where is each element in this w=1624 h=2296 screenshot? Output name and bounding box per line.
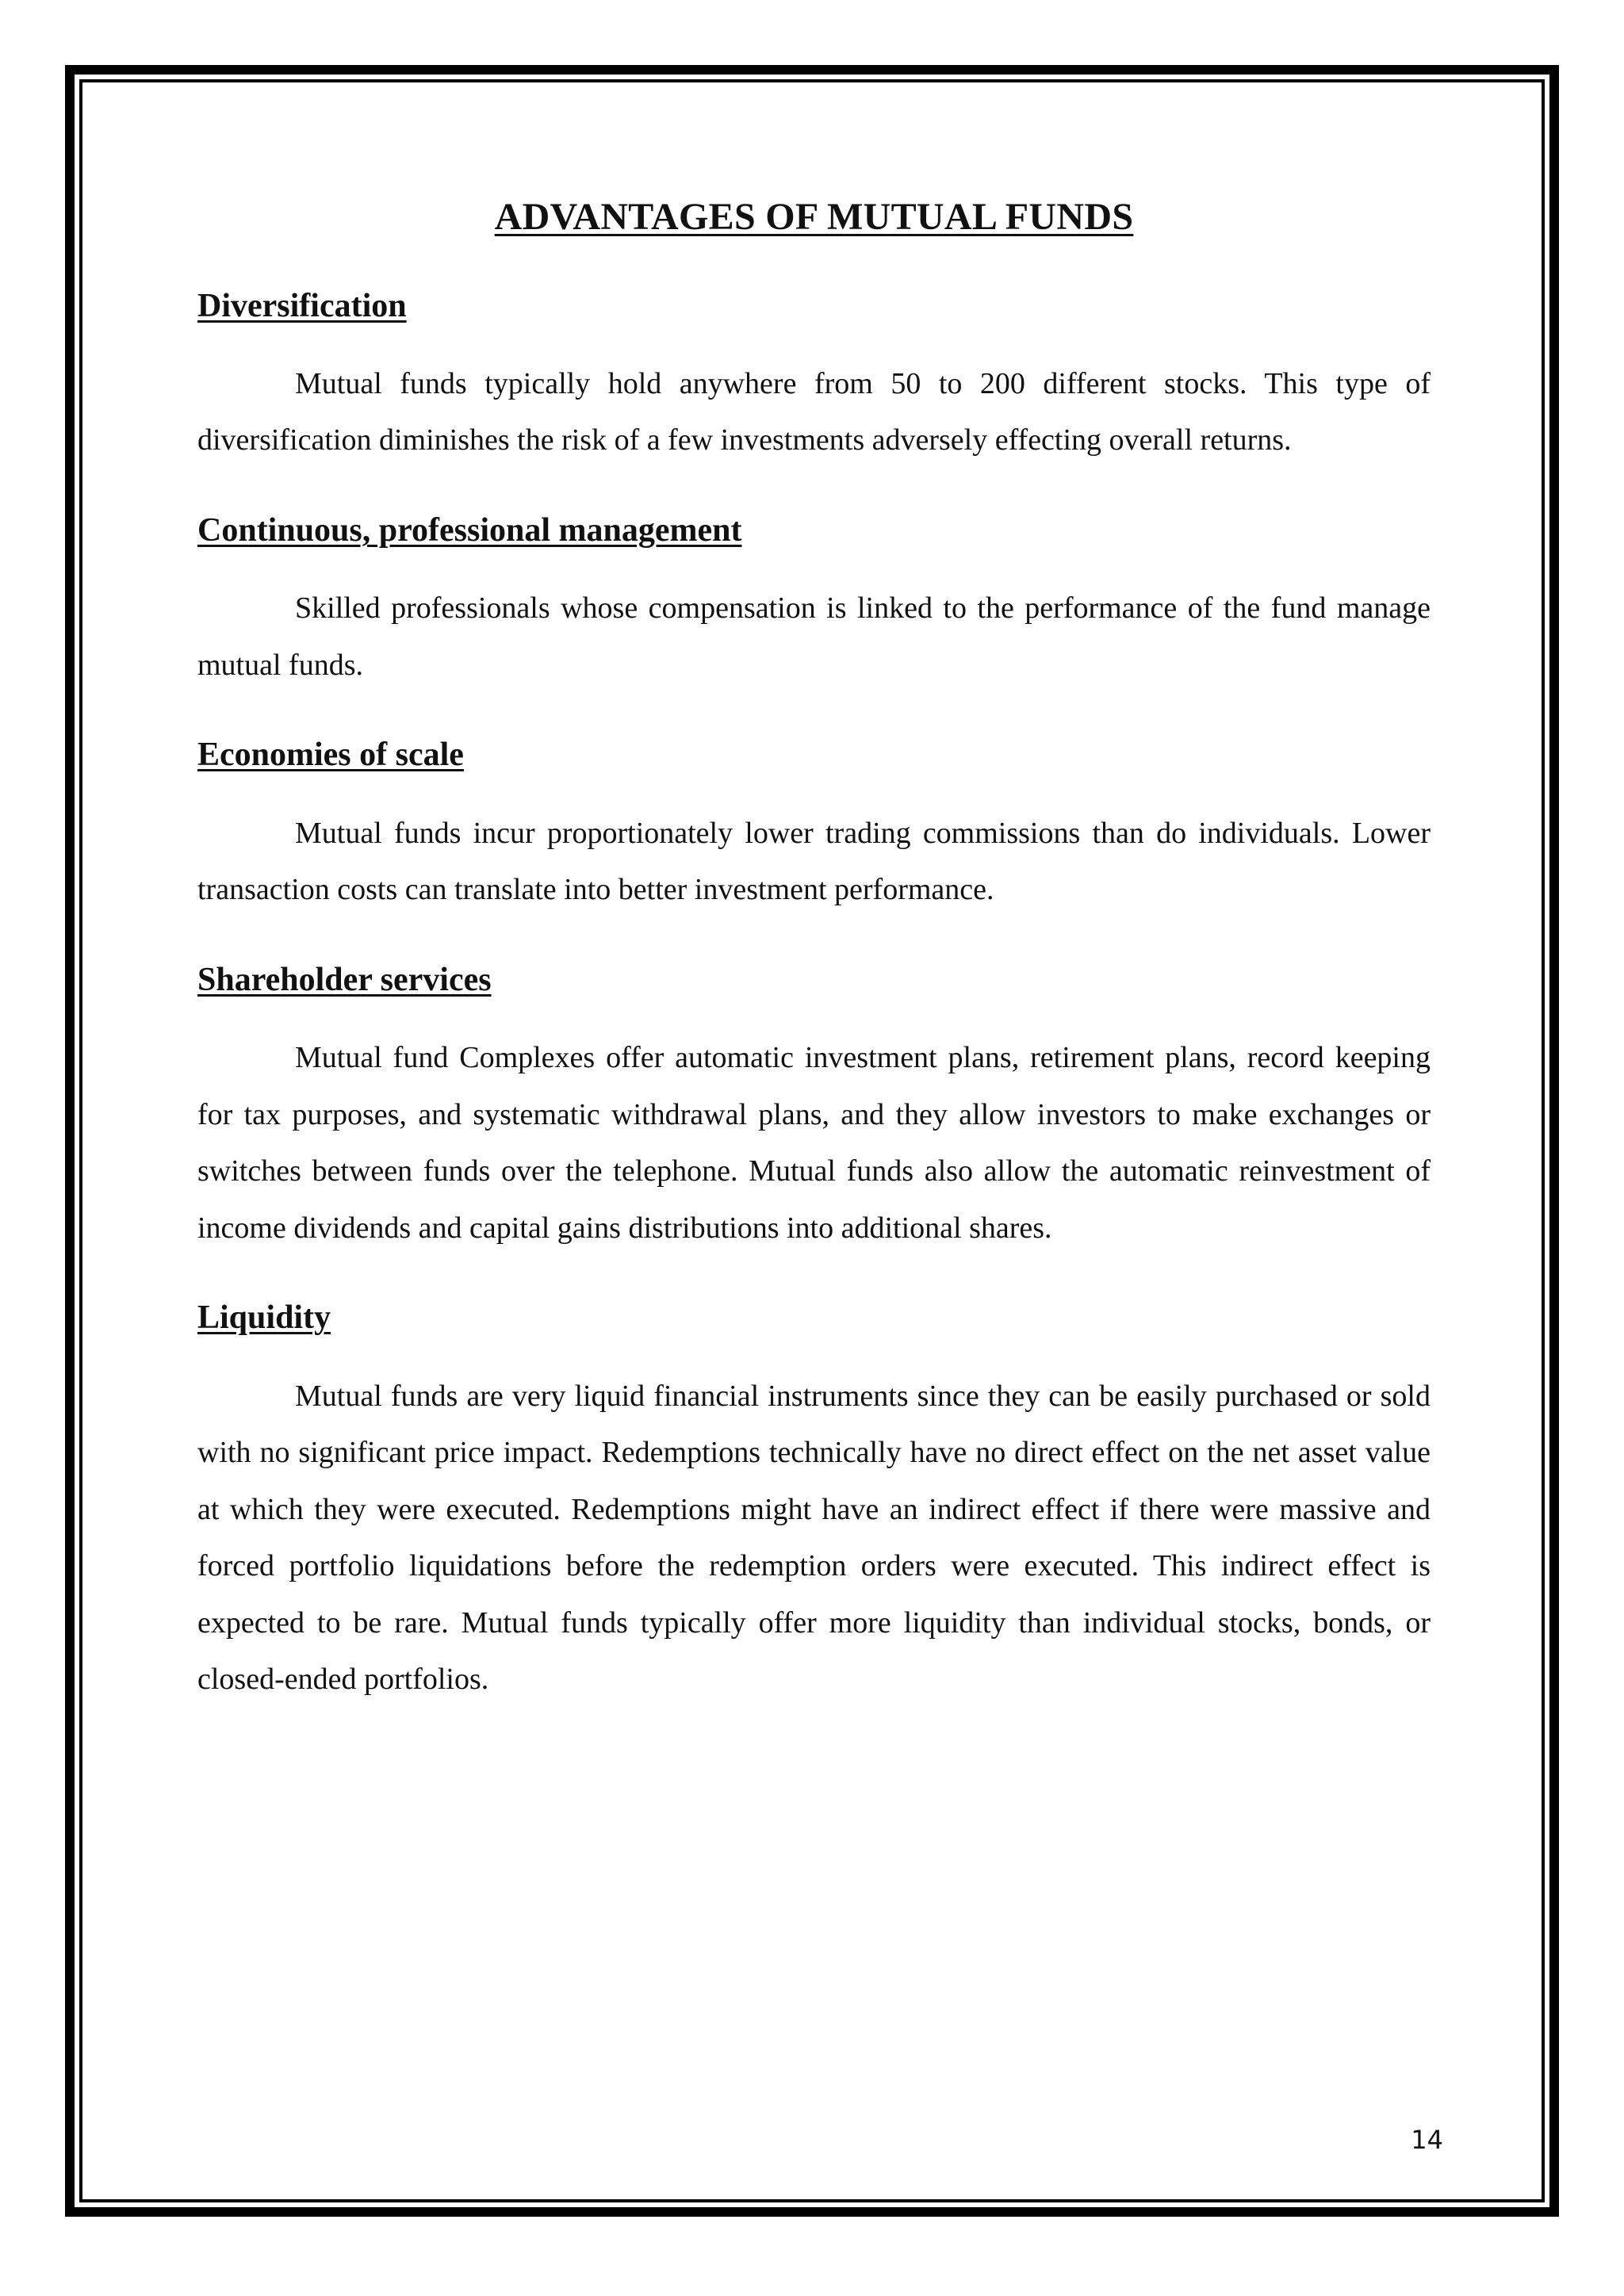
- page-number: 14: [1411, 2125, 1443, 2155]
- section-text-diversification: Mutual funds typically hold anywhere from 50 to 200 different stocks. This type of diversification diminishes the risk of a few investments adversely effecting overall returns.: [197, 366, 1431, 457]
- section-text-shareholder-services: Mutual fund Complexes offer automatic investment plans, retirement plans, record keeping for tax purposes, and systematic withdrawal plans, and they allow investors to make exchanges or switches between funds over the telephone. Mutual funds also allow the automatic reinvestment of income dividends and capital gains distributions into additional shares.: [197, 1041, 1431, 1245]
- section-heading-diversification: Diversification: [197, 287, 407, 324]
- page-title: ADVANTAGES OF MUTUAL FUNDS: [494, 196, 1134, 238]
- section-text-liquidity: Mutual funds are very liquid financial instruments since they can be easily purchased or sold with no significant price impact. Redemptions technically have no direct effect on the net asset value at which they were executed. Redemptions might have an indirect effect if there were massive and forced portfolio liquidations before the redemption orders were executed. This indirect effect is expected to be rare. Mutual funds typically offer more liquidity than individual stocks, bonds, or closed-ended portfolios.: [197, 1379, 1431, 1697]
- document-body: [197, 194, 1431, 1709]
- section-text-economies-of-scale: Mutual funds incur proportionately lower trading commissions than do individuals. Lower transaction costs can translate into better investment performance.: [197, 816, 1431, 907]
- section-text-professional-management: Skilled professionals whose compensation is linked to the performance of the fund manage mutual funds.: [197, 591, 1431, 682]
- section-heading-liquidity: Liquidity: [197, 1299, 331, 1337]
- section-heading-economies-of-scale: Economies of scale: [197, 737, 464, 774]
- section-heading-shareholder-services: Shareholder services: [197, 961, 492, 998]
- section-heading-professional-management: Continuous, professional management: [197, 511, 742, 549]
